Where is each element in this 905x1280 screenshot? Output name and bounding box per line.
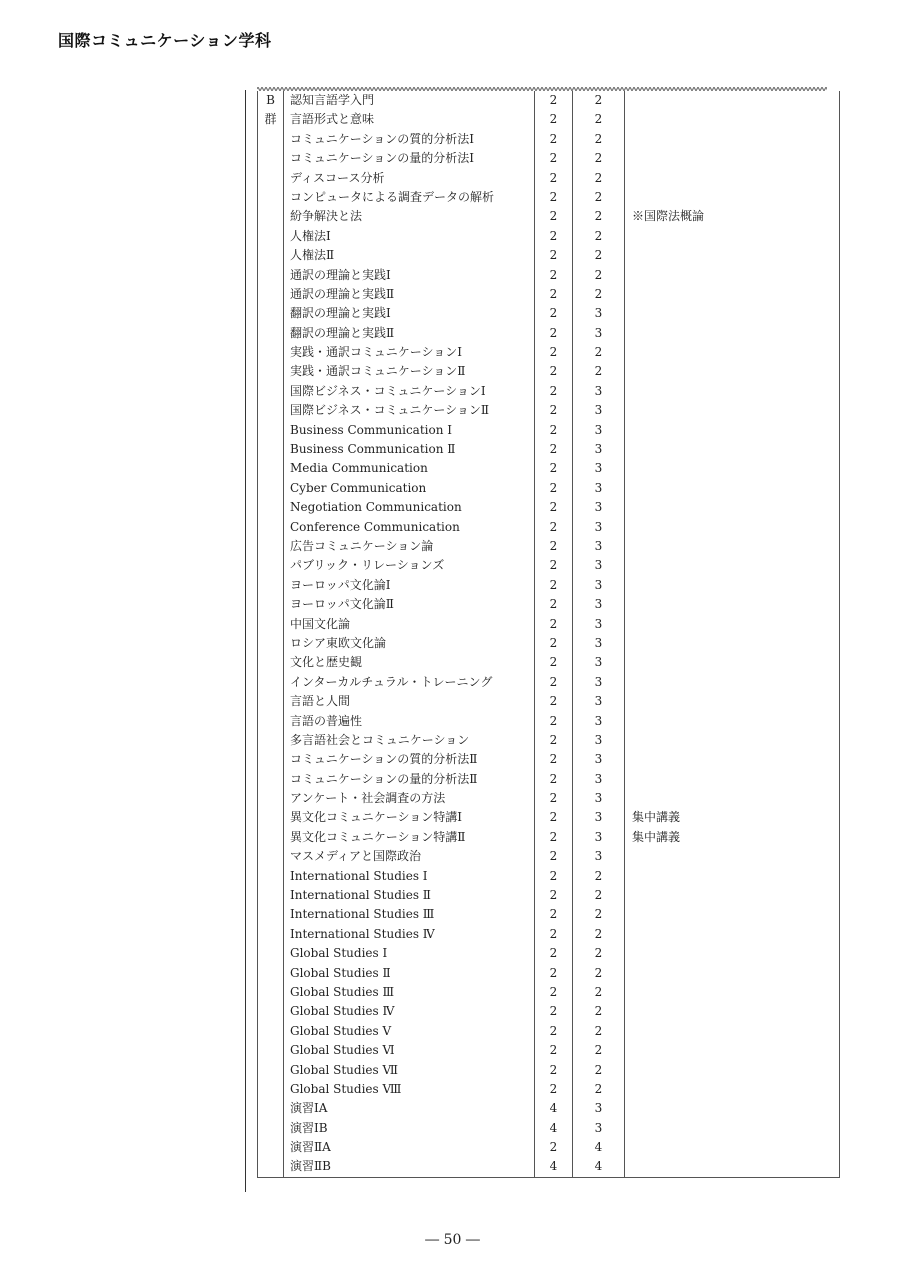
course-name: 国際ビジネス・コミュニケーションⅡ <box>290 403 490 418</box>
course-remark <box>632 518 839 537</box>
course-name: 異文化コミュニケーション特講Ⅰ <box>290 810 463 825</box>
course-name: Global Studies Ⅴ <box>290 1023 392 1038</box>
course-name: Global Studies Ⅳ <box>290 1004 395 1019</box>
course-name: International Studies Ⅲ <box>290 907 435 922</box>
course-name: 通訳の理論と実践Ⅰ <box>290 267 391 282</box>
course-remark <box>632 91 839 110</box>
course-remark <box>632 169 839 188</box>
course-credits: 2 <box>549 538 558 553</box>
course-year: 2 <box>594 907 603 922</box>
course-name: 翻訳の理論と実践Ⅱ <box>290 325 395 340</box>
course-credits: 2 <box>549 364 558 379</box>
course-year: 3 <box>594 597 603 612</box>
course-year: 3 <box>594 694 603 709</box>
course-remark <box>632 537 839 556</box>
course-name: ディスコース分析 <box>290 170 385 185</box>
course-credits: 2 <box>549 248 558 263</box>
course-credits: 2 <box>549 442 558 457</box>
course-credits: 2 <box>549 791 558 806</box>
course-name: ヨーロッパ文化論Ⅰ <box>290 577 391 592</box>
course-credits: 2 <box>549 306 558 321</box>
course-name: Global Studies Ⅲ <box>290 984 395 999</box>
course-year: 3 <box>594 810 603 825</box>
course-remark <box>632 673 839 692</box>
course-remark <box>632 847 839 866</box>
course-credits: 2 <box>549 965 558 980</box>
course-name: Cyber Communication <box>290 480 427 495</box>
course-remark <box>632 1041 839 1060</box>
course-year: 2 <box>594 345 603 360</box>
page-number: ― 50 ― <box>425 1232 480 1248</box>
course-remark <box>632 770 839 789</box>
course-name: 言語の普遍性 <box>290 713 363 728</box>
course-name: 中国文化論 <box>290 616 351 631</box>
course-remark <box>632 1022 839 1041</box>
course-credits: 2 <box>549 655 558 670</box>
course-year: 3 <box>594 403 603 418</box>
course-year: 3 <box>594 325 603 340</box>
course-remark <box>632 1099 839 1118</box>
course-name: 演習ⅡA <box>290 1140 331 1155</box>
course-year: 3 <box>594 383 603 398</box>
course-year: 3 <box>594 442 603 457</box>
course-credits: 2 <box>549 868 558 883</box>
course-name: Global Studies Ⅵ <box>290 1043 395 1058</box>
course-name: International Studies Ⅳ <box>290 926 435 941</box>
course-remark <box>632 401 839 420</box>
course-name: アンケート・社会調査の方法 <box>290 791 446 806</box>
course-remark <box>632 362 839 381</box>
course-name: Negotiation Communication <box>290 500 462 515</box>
course-credits: 2 <box>549 519 558 534</box>
course-year: 3 <box>594 849 603 864</box>
course-year: 2 <box>594 926 603 941</box>
course-year: 2 <box>594 364 603 379</box>
course-year: 2 <box>594 151 603 166</box>
course-credits: 2 <box>549 771 558 786</box>
course-remark <box>632 731 839 750</box>
course-credits: 4 <box>549 1159 558 1174</box>
course-credits: 2 <box>549 93 558 107</box>
course-credits: 2 <box>549 616 558 631</box>
course-year: 3 <box>594 674 603 689</box>
course-remark <box>632 964 839 983</box>
page-header-title: 国際コミュニケーション学科 <box>58 31 272 50</box>
course-remark <box>632 304 839 323</box>
course-remark <box>632 576 839 595</box>
course-remark <box>632 324 839 343</box>
course-credits: 2 <box>549 674 558 689</box>
course-remark <box>632 440 839 459</box>
remarks-column <box>625 91 840 1177</box>
course-year: 2 <box>594 868 603 883</box>
course-credits: 2 <box>549 267 558 282</box>
credits-column <box>535 91 573 1177</box>
course-name-column <box>284 91 535 1177</box>
course-name: 多言語社会とコミュニケーション <box>290 732 470 747</box>
course-name: コンピュータによる調査データの解析 <box>290 189 495 204</box>
course-credits: 2 <box>549 345 558 360</box>
course-credits: 2 <box>549 1004 558 1019</box>
course-remark <box>632 1138 839 1157</box>
course-credits: 2 <box>549 112 558 127</box>
course-year: 2 <box>594 1081 603 1096</box>
course-year: 2 <box>594 248 603 263</box>
course-year: 2 <box>594 1062 603 1077</box>
course-credits: 2 <box>549 461 558 476</box>
course-year: 3 <box>594 422 603 437</box>
course-credits: 4 <box>549 1101 558 1116</box>
course-name: 演習ⅡB <box>290 1159 331 1174</box>
course-name: 翻訳の理論と実践Ⅰ <box>290 306 391 321</box>
course-year: 3 <box>594 461 603 476</box>
course-year: 3 <box>594 732 603 747</box>
course-year: 2 <box>594 1023 603 1038</box>
course-remark <box>632 1157 839 1176</box>
course-credits: 2 <box>549 849 558 864</box>
course-name: 人権法Ⅰ <box>290 228 331 243</box>
course-credits: 2 <box>549 752 558 767</box>
course-name: 文化と歴史観 <box>290 655 363 670</box>
course-year: 2 <box>594 209 603 224</box>
course-remark <box>632 343 839 362</box>
course-name: ロシア東欧文化論 <box>290 635 387 650</box>
course-year: 4 <box>594 1159 603 1174</box>
course-credits: 2 <box>549 926 558 941</box>
course-remark <box>632 983 839 1002</box>
course-year: 3 <box>594 713 603 728</box>
course-year: 2 <box>594 93 603 107</box>
course-credits: 2 <box>549 984 558 999</box>
year-column <box>573 91 625 1177</box>
course-name: コミュニケーションの質的分析法Ⅰ <box>290 131 475 146</box>
course-name: International Studies Ⅰ <box>290 868 428 883</box>
course-year: 2 <box>594 1043 603 1058</box>
course-remark <box>632 498 839 517</box>
course-year: 3 <box>594 655 603 670</box>
course-credits: 2 <box>549 1043 558 1058</box>
course-credits: 2 <box>549 946 558 961</box>
course-name: Global Studies Ⅰ <box>290 946 388 961</box>
course-credits: 2 <box>549 209 558 224</box>
margin-rule <box>245 90 246 1192</box>
course-remark <box>632 692 839 711</box>
course-credits: 2 <box>549 422 558 437</box>
course-remark: 集中講義 <box>632 810 681 825</box>
course-name: パブリック・リレーションズ <box>290 558 445 573</box>
course-remark <box>632 110 839 129</box>
course-credits: 2 <box>549 829 558 844</box>
group-label-letter: B <box>266 93 275 107</box>
course-name: 言語形式と意味 <box>290 112 375 127</box>
course-name: Business Communication Ⅰ <box>290 422 453 437</box>
group-cell <box>258 91 284 1177</box>
course-remark <box>632 479 839 498</box>
course-year: 4 <box>594 1140 603 1155</box>
course-year: 2 <box>594 946 603 961</box>
course-year: 2 <box>594 1004 603 1019</box>
course-name: Global Studies Ⅱ <box>290 965 391 980</box>
course-remark <box>632 886 839 905</box>
course-remark <box>632 615 839 634</box>
course-credits: 2 <box>549 1140 558 1155</box>
course-name: 演習ⅠB <box>290 1120 328 1135</box>
course-remark <box>632 556 839 575</box>
course-year: 3 <box>594 752 603 767</box>
course-remark <box>632 459 839 478</box>
course-year: 3 <box>594 635 603 650</box>
course-table-body <box>258 91 840 1177</box>
course-year: 2 <box>594 228 603 243</box>
course-credits: 2 <box>549 383 558 398</box>
course-remark <box>632 653 839 672</box>
course-credits: 2 <box>549 597 558 612</box>
course-credits: 4 <box>549 1120 558 1135</box>
course-credits: 2 <box>549 480 558 495</box>
course-name: 言語と人間 <box>290 694 351 709</box>
course-year: 3 <box>594 829 603 844</box>
course-credits: 2 <box>549 170 558 185</box>
course-credits: 2 <box>549 635 558 650</box>
course-remark <box>632 712 839 731</box>
course-remark <box>632 867 839 886</box>
course-name: Global Studies Ⅶ <box>290 1062 398 1077</box>
course-remark <box>632 925 839 944</box>
course-year: 3 <box>594 306 603 321</box>
course-name: 広告コミュニケーション論 <box>290 538 434 553</box>
course-name: Business Communication Ⅱ <box>290 442 456 457</box>
course-year: 3 <box>594 538 603 553</box>
course-year: 3 <box>594 1120 603 1135</box>
course-remark: 集中講義 <box>632 829 681 844</box>
course-credits: 2 <box>549 713 558 728</box>
course-name: 人権法Ⅱ <box>290 248 335 263</box>
course-year: 2 <box>594 131 603 146</box>
course-name: マスメディアと国際政治 <box>290 849 422 864</box>
course-name: Conference Communication <box>290 519 460 534</box>
course-credits: 2 <box>549 732 558 747</box>
course-year: 3 <box>594 519 603 534</box>
course-year: 2 <box>594 189 603 204</box>
course-remark <box>632 285 839 304</box>
course-remark <box>632 1080 839 1099</box>
course-credits: 2 <box>549 325 558 340</box>
course-remark: ※国際法概論 <box>632 209 705 224</box>
course-year: 3 <box>594 791 603 806</box>
course-year: 3 <box>594 480 603 495</box>
course-year: 2 <box>594 965 603 980</box>
course-name: International Studies Ⅱ <box>290 888 431 903</box>
course-name: Media Communication <box>290 461 428 476</box>
table-row <box>258 91 840 1177</box>
course-credits: 2 <box>549 1081 558 1096</box>
course-credits: 2 <box>549 694 558 709</box>
course-name: コミュニケーションの量的分析法Ⅰ <box>290 151 475 166</box>
course-remark <box>632 634 839 653</box>
course-year: 2 <box>594 888 603 903</box>
course-year: 3 <box>594 771 603 786</box>
course-remark <box>632 188 839 207</box>
course-year: 3 <box>594 577 603 592</box>
course-remark <box>632 1002 839 1021</box>
course-credits: 2 <box>549 1023 558 1038</box>
course-credits: 2 <box>549 131 558 146</box>
course-year: 3 <box>594 558 603 573</box>
course-credits: 2 <box>549 189 558 204</box>
course-remark <box>632 382 839 401</box>
course-remark <box>632 266 839 285</box>
course-year: 2 <box>594 170 603 185</box>
course-remark <box>632 246 839 265</box>
course-remark <box>632 595 839 614</box>
course-name: コミュニケーションの質的分析法Ⅱ <box>290 752 478 767</box>
course-year: 3 <box>594 1101 603 1116</box>
course-name: Global Studies Ⅷ <box>290 1081 402 1096</box>
course-name: 実践・通訳コミュニケーションⅡ <box>290 364 466 379</box>
course-credits: 2 <box>549 907 558 922</box>
course-name: 認知言語学入門 <box>290 93 375 107</box>
course-credits: 2 <box>549 286 558 301</box>
course-remark <box>632 1061 839 1080</box>
group-label-kanji: 群 <box>264 112 277 127</box>
course-remark <box>632 421 839 440</box>
course-credits: 2 <box>549 500 558 515</box>
course-name: コミュニケーションの量的分析法Ⅱ <box>290 771 478 786</box>
course-remark <box>632 750 839 769</box>
course-remark <box>632 944 839 963</box>
course-year: 3 <box>594 616 603 631</box>
course-year: 2 <box>594 267 603 282</box>
course-year: 2 <box>594 984 603 999</box>
course-table <box>257 91 840 1178</box>
course-remark <box>632 789 839 808</box>
course-remark <box>632 149 839 168</box>
course-year: 2 <box>594 286 603 301</box>
course-name: 通訳の理論と実践Ⅱ <box>290 286 395 301</box>
course-credits: 2 <box>549 558 558 573</box>
course-name: 紛争解決と法 <box>290 209 363 224</box>
course-name: 異文化コミュニケーション特講Ⅱ <box>290 829 466 844</box>
course-remark <box>632 1119 839 1138</box>
course-name: ヨーロッパ文化論Ⅱ <box>290 597 394 612</box>
course-remark <box>632 905 839 924</box>
course-credits: 2 <box>549 403 558 418</box>
course-name: 国際ビジネス・コミュニケーションⅠ <box>290 383 486 398</box>
course-remark <box>632 130 839 149</box>
course-name: 演習ⅠA <box>290 1101 328 1116</box>
course-name: インターカルチュラル・トレーニング <box>290 674 493 689</box>
course-remark <box>632 227 839 246</box>
course-credits: 2 <box>549 1062 558 1077</box>
course-name: 実践・通訳コミュニケーションⅠ <box>290 345 463 360</box>
course-credits: 2 <box>549 151 558 166</box>
course-credits: 2 <box>549 577 558 592</box>
course-credits: 2 <box>549 888 558 903</box>
course-credits: 2 <box>549 810 558 825</box>
course-year: 2 <box>594 112 603 127</box>
course-year: 3 <box>594 500 603 515</box>
course-credits: 2 <box>549 228 558 243</box>
